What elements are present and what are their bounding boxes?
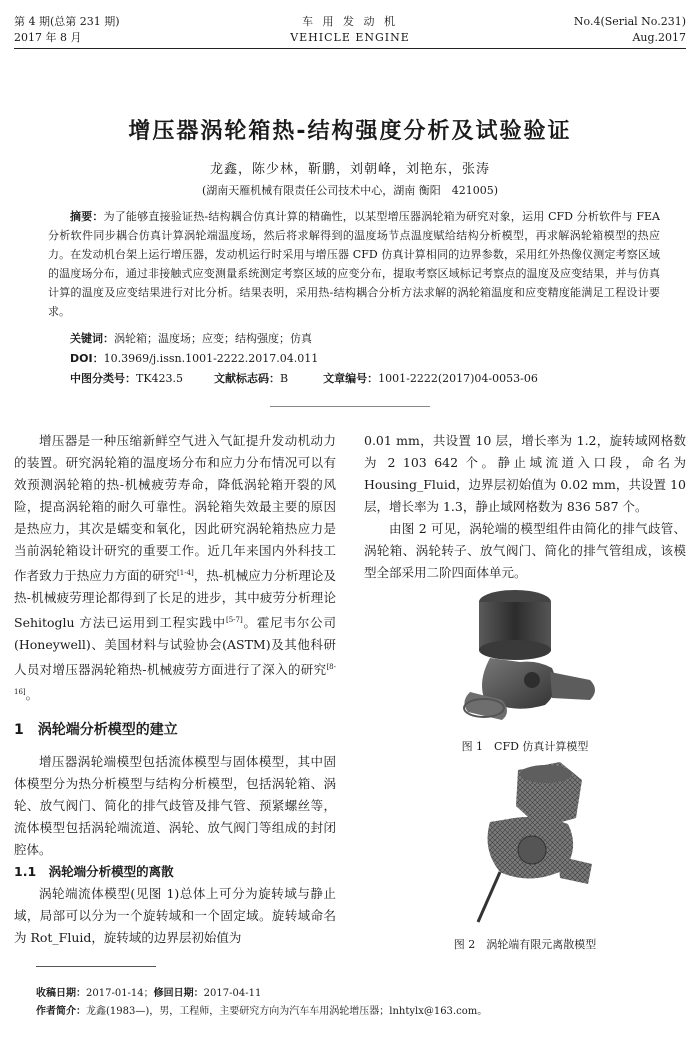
doi-label: DOI：: [70, 352, 104, 365]
issue-en: No.4(Serial No.231): [573, 15, 686, 28]
doc-code-label: 文献标志码：: [214, 372, 281, 385]
abstract-divider: [270, 406, 430, 407]
keywords: [70, 330, 312, 346]
author-bio-label: 作者简介：: [36, 1006, 86, 1017]
header-rule: [14, 48, 686, 49]
footnote-dates: [36, 984, 261, 999]
turbine-shaft: [478, 872, 500, 922]
author-list: 龙鑫，陈少林，靳鹏，刘朝峰，刘艳东，张涛: [209, 162, 490, 177]
turbine-rotor: [518, 836, 546, 864]
wastegate-pipe: [550, 672, 595, 700]
paper-title: 增压器涡轮箱热-结构强度分析及试验验证: [128, 119, 572, 144]
abstract-label: 摘要：: [70, 210, 104, 223]
figure-1-cfd-model: [440, 580, 620, 730]
classification: [70, 370, 538, 386]
citation-ref: [5-7]: [225, 616, 243, 625]
received-date: 2017-01-14；: [86, 988, 154, 999]
received-label: 收稿日期：: [36, 988, 86, 999]
author-bio: 龙鑫(1983—)，男，工程师，主要研究方向为汽车车用涡轮增压器；lnhtylx@163.com。: [86, 1006, 488, 1017]
intro-paragraph: 增压器是一种压缩新鲜空气进入气缸提升发动机动力的装置。研究涡轮箱的温度场分布和应力分布情况可以有效预测涡轮箱的热-机械疲劳寿命，降低涡轮箱开裂的风险，提高涡轮箱的耐久可靠性。涡轮箱失效最主要的原因是热应力，其次是蠕变和氧化，因此研究涡轮箱热应力是当前涡轮箱设计研究的重要工作。近几年来国内外科技工作者致力于热应力方面的研究[1-4]，热-机械应力分析理论及热-机械疲劳理论都得到了长足的进步，其中疲劳分析理论 Sehitoglu 方法已运用到工程实践中[5-7]。霍尼韦尔公司(Honeywell)、美国材料与试验协会(ASTM)及其他科研人员对增压器涡轮箱热-机械疲劳方面进行了深入的研究[8-16]。: [14, 433, 336, 703]
section-heading-1-1: 1.1 涡轮端分析模型的离散: [14, 863, 174, 879]
figure-1-caption: 图 1 CFD 仿真计算模型: [461, 740, 589, 753]
doc-code-value: B: [280, 372, 289, 385]
exhaust-pipe-mesh: [558, 856, 592, 884]
revised-date: 2017-04-11: [203, 988, 262, 999]
wastegate-valve: [524, 672, 540, 688]
date-cn: 2017 年 8 月: [14, 31, 82, 44]
keywords-label: 关键词：: [70, 332, 114, 345]
journal-title-en: VEHICLE ENGINE: [290, 31, 410, 44]
right-column: [364, 430, 686, 584]
section-1-paragraph: 增压器涡轮端模型包括流体模型与固体模型，其中固体模型分为热分析模型与结构分析模型，包括涡轮箱、涡轮、放气阀门、简化的排气歧管及排气管、预紧螺丝等，流体模型包括涡轮端流道、涡轮、放气阀门等组成的封闭腔体。: [14, 753, 336, 857]
section-heading-1: 1 涡轮端分析模型的建立: [14, 721, 178, 738]
footnote-rule: [36, 966, 156, 967]
figure-2-caption: 图 2 涡轮端有限元离散模型: [453, 938, 597, 951]
clc-label: 中图分类号：: [70, 372, 136, 385]
keywords-text: 涡轮箱；温度场；应变；结构强度；仿真: [114, 332, 312, 345]
journal-title-cn: 车 用 发 动 机: [302, 15, 398, 28]
abstract: [48, 207, 660, 321]
figure-2-paragraph: 由图 2 可见，涡轮端的模型组件由简化的排气歧管、涡轮箱、涡轮转子、放气阀门、简化的排气管组成，该模型全部采用二阶四面体单元。: [364, 521, 686, 580]
mesh-paragraph: 0.01 mm，共设置 10 层，增长率为 1.2，旋转域网格数为 2 103 642 个。静止域流道入口段，命名为 Housing_Fluid，边界层初始值为 0.02 mm，共设置 10 层，增长率为 1.3，静止域网格数为 836 587 个。: [364, 433, 686, 514]
date-en: Aug.2017: [632, 31, 686, 44]
article-no-value: 1001-2222(2017)04-0053-06: [378, 372, 538, 385]
footnote-author: [36, 1002, 487, 1017]
citation-ref: [8-16]: [14, 663, 336, 697]
doi-text: 10.3969/j.issn.1001-2222.2017.04.011: [103, 352, 319, 365]
affiliation: (湖南天雁机械有限责任公司技术中心，湖南 衡阳 421005): [201, 184, 499, 197]
cylinder-base: [479, 640, 551, 660]
citation-ref: [1-4]: [177, 569, 194, 577]
section-1-1-paragraph: 涡轮端流体模型(见图 1)总体上可分为旋转域与静止域，局部可以分为一个旋转域和一个固定域。旋转域命名为 Rot_Fluid，旋转域的边界层初始值为: [14, 885, 336, 945]
manifold-inlet-face: [520, 765, 572, 783]
clc-value: TK423.5: [136, 372, 184, 385]
figure-2-fe-mesh-model: [460, 760, 620, 930]
issue-cn: 第 4 期(总第 231 期): [14, 15, 120, 28]
doi: [70, 350, 318, 366]
left-column: [14, 430, 336, 949]
article-no-label: 文章编号：: [323, 372, 379, 385]
abstract-text: 为了能够直接验证热-结构耦合仿真计算的精确性，以某型增压器涡轮箱为研究对象，运用 CFD 分析软件与 FEA 分析软件同步耦合仿真计算涡轮端温度场，然后将求解得到的温度场节点温度赋给结构分析模型，再求解涡轮箱模型的热应力。在发动机台架上运行增压器，发动机运行时采用与增压器 CFD 仿真计算相同的边界参数，采用红外热像仪测定考察区域的温度场分布，通过非接触式应变测量系统测定考察区域的应变分布，提取考察区域标记考察点的温度及应变结果，并与仿真计算的温度及应变结果进行对比分析。结果表明，采用热-结构耦合分析方法求解的涡轮箱温度和应变精度能满足工程设计要求。: [48, 210, 660, 318]
revised-label: 修回日期：: [153, 988, 204, 999]
